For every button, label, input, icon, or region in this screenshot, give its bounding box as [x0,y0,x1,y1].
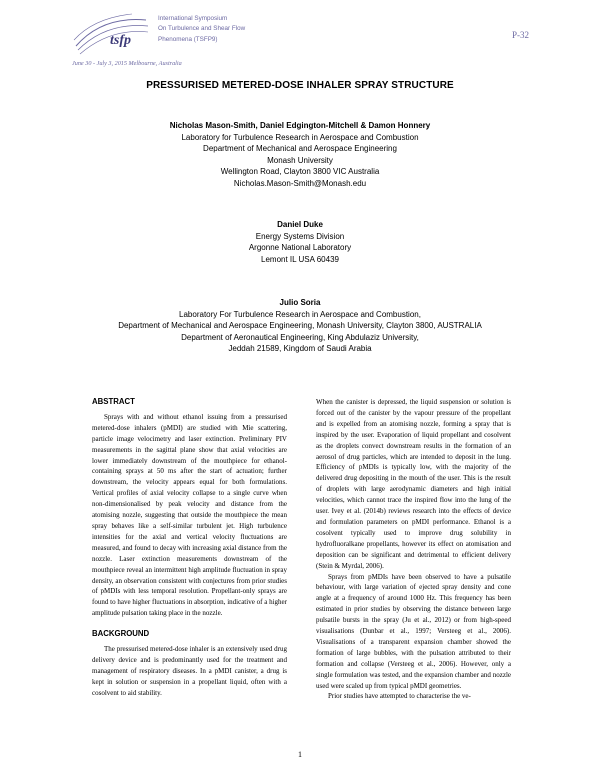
abstract-text: Sprays with and without ethanol issuing from a pressurised metered-dose inhalers (pMDI) are studied with Mie scattering, particle image velocimetry and laser extinction. Preliminary PIV measurements in the sagittal plane show that axial velocities are lower immediately downstream of the mouthpiece for ethanol-containing sprays at 50 ms after the start of actuation; further downstream, the velocity appears equal for both formulations. Vertical profiles of axial velocity collapse to a single curve when non-dimensionalised by peak velocity and distance from the atomising nozzle, suggesting that outside the mouthpiece the mean spray behaves like a self-similar turbulent jet. High turbulence intensities for the axial and vertical velocity fluctuations are measured, and found to decay with increasing axial distance from the nozzle. Laser extinction measurements downstream of the mouthpiece reveal an intermittent high amplitude fluctuation in spray density, an observation consistent with conjectures from prior studies of pMDIs with less temporal resolution. Propellant-only sprays are found to have higher fluctuations in absorption, indicative of a higher amplitude pulsation taking place in the nozzle. [92,412,287,618]
affiliation-line: Laboratory for Turbulence Research in Aerospace and Combustion [181,132,419,142]
affiliation-line: Department of Aeronautical Engineering, King Abdulaziz University, [181,332,419,342]
body-paragraph: Sprays from pMDIs have been observed to have a pulsatile behaviour, with large variation of ejected spray density and cone angle at a frequency of around 1000 Hz. This frequency has been estimated in prior studies by observing the distance between large pulsatile bursts in the spray (Ju et al., 2012) or from high-speed visualisations (Dunbar et al., 1997; Versteeg et al., 2006). Visualisations of a transparent expansion chamber showed the formation of large bubbles, with the pulsation attributed to their formation and collapse (Versteeg et al., 2006). However, only a single formulation was tested, and the expansion chamber and nozzle used were scaled up from typical pMDI geometries. [316,572,511,690]
author-block [0,219,600,265]
author-email: Nicholas.Mason-Smith@Monash.edu [233,178,367,188]
body-paragraph: When the canister is depressed, the liquid suspension or solution is forced out of the canister by the vapour pressure of the propellant and is expelled from an atomising nozzle, forming a spray that is inspired by the user. Evaporation of liquid propellant and cosolvent as the droplets convect downstream results in the formation of an aerosol of drug particles, which are intended to deposit in the lung. Efficiency of pMDIs is typically low, with the majority of the delivered drug depositing in the mouth of the user. This is the result of droplets with large aerodynamic diameters and high initial velocities, which cannot trace the inspired flow into the lung of the user. Ivey et al. (2014b) reviews research into the effects of device and formulation parameters on pMDI performance. Ethanol is a cosolvent typically used to improve drug solubility in hydrofluoralkane propellants, however its effect on atomisation and deposition can be significant and detrimental to efficient delivery (Stein & Myrdal, 2006). [316,398,511,570]
left-column [92,397,287,699]
svg-text:tsfp: tsfp [110,33,131,48]
affiliation-line: Lemont IL USA 60439 [261,254,339,264]
body-paragraph: Prior studies have attempted to characterise the ve- [328,692,471,701]
symposium-name [158,14,245,45]
background-text: The pressurised metered-dose inhaler is an extensively used drug delivery device and is predominantly used for the treatment and management of respiratory diseases. In a pMDI canister, a drug is kept in solution or suspension in a propellant liquid, often with a cosolvent to aid stability. [92,645,287,697]
symposium-line: International Symposium [158,15,228,22]
background-heading: BACKGROUND [92,629,150,639]
author-names: Daniel Duke [277,220,323,229]
conference-header [72,10,542,67]
affiliation-line: Laboratory For Turbulence Research in Aerospace and Combustion, [179,309,421,319]
author-block [0,120,600,190]
page-number: 1 [298,750,302,759]
author-names: Nicholas Mason-Smith, Daniel Edgington-Mitchell & Damon Honnery [169,121,431,130]
tsfp-logo [72,12,150,60]
affiliation-line: Department of Mechanical and Aerospace Engineering [203,144,397,154]
paper-title: PRESSURISED METERED-DOSE INHALER SPRAY STRUCTURE [146,80,454,91]
symposium-line: Phenomena (TSFP9) [158,35,218,43]
right-column [316,397,511,702]
dates-location: June 30 - July 3, 2015 Melbourne, Australia [72,60,182,67]
author-names: Julio Soria [279,298,321,307]
affiliation-line: Jeddah 21589, Kingdom of Saudi Arabia [228,344,372,354]
affiliation-line: Monash University [267,155,333,165]
abstract-heading: ABSTRACT [92,397,135,406]
affiliation-line: Wellington Road, Clayton 3800 VIC Australia [220,167,380,177]
author-block [0,297,600,355]
affiliation-line: Argonne National Laboratory [248,243,352,253]
affiliation-line: Department of Mechanical and Aerospace Engineering, Monash University, Clayton 3800, AUSTRALIA [118,321,482,331]
paper-code: P-32 [512,30,530,40]
symposium-line: On Turbulence and Shear Flow [158,25,246,33]
affiliation-line: Energy Systems Division [255,231,345,241]
